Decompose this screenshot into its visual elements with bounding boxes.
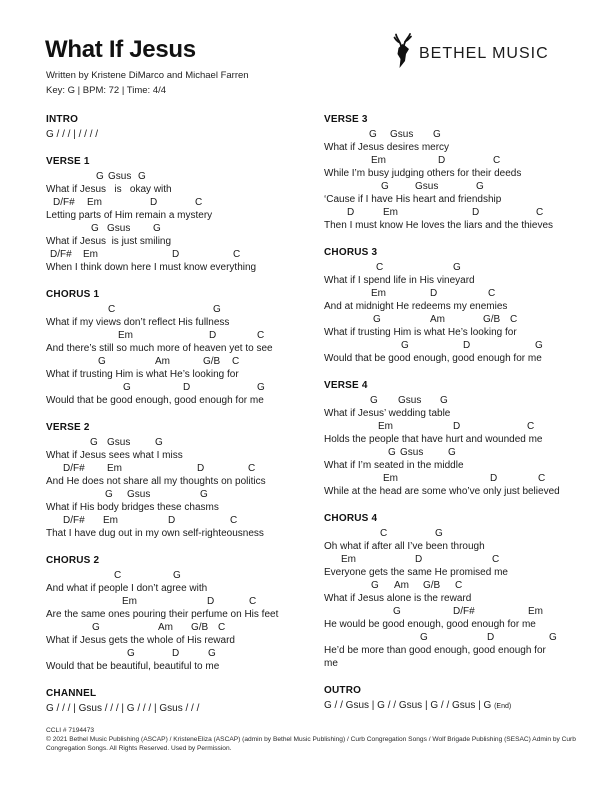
copyright-notice: © 2021 Bethel Music Publishing (ASCAP) / KristeneEliza (ASCAP) (admin by Bethel Music Publishing) / Curb Congregation Songs / Wolf Brigade Publishing (SESAC) Admin by Curb Congregation Songs. All Rights Reserved. Used by Permission. (46, 735, 576, 752)
chord: C (114, 570, 122, 581)
chord-line (324, 128, 582, 141)
chord: C (510, 314, 518, 325)
song-section (324, 684, 582, 713)
chord-line (46, 488, 308, 501)
song-section (324, 379, 582, 498)
chord: C (230, 515, 238, 526)
chord: C (108, 304, 116, 315)
chord: G (127, 648, 135, 659)
footer (46, 727, 578, 753)
chord-line (46, 647, 308, 660)
chord: G (393, 606, 401, 617)
chord: Em (83, 249, 98, 260)
chord: Em (383, 473, 398, 484)
lyric-line: What if Jesus’ wedding table (324, 408, 451, 419)
chord: D (430, 288, 438, 299)
chord: Em (107, 463, 122, 474)
section-label: OUTRO (324, 685, 362, 696)
lyric-line: What if Jesus alone is the reward (324, 593, 472, 604)
chord: Em (87, 197, 102, 208)
section-label: CHORUS 4 (324, 513, 378, 524)
section-label: VERSE 2 (46, 422, 90, 433)
chord: Em (371, 288, 386, 299)
chord: G (420, 632, 428, 643)
chord: G (257, 382, 265, 393)
chord: G (173, 570, 181, 581)
lyric-line: And what if people I don’t agree with (46, 583, 208, 594)
lyric-line: What if trusting Him is what He’s looking for (324, 327, 517, 338)
chord: Am (155, 356, 170, 367)
song-section (46, 288, 308, 407)
chord: Em (341, 554, 356, 565)
chord: D/F# (63, 515, 85, 526)
chord: D (172, 249, 180, 260)
chord: D/F# (50, 249, 72, 260)
chord: Em (118, 330, 133, 341)
lyric-line: What if I spend life in His vineyard (324, 275, 475, 286)
chord: D (487, 632, 495, 643)
chord: D (490, 473, 498, 484)
song-section (324, 246, 582, 365)
chord: D (209, 330, 217, 341)
song-section (46, 155, 308, 274)
deer-icon (392, 33, 414, 74)
chord: G (123, 382, 131, 393)
chord: G/B (203, 356, 221, 367)
lyric-line: While I’m busy judging others for their deeds (324, 168, 522, 179)
chord: Em (378, 421, 393, 432)
chord-line (324, 339, 582, 352)
chord-line (324, 579, 582, 592)
chord: C (233, 249, 241, 260)
lyric-line: What if Jesus gets the whole of His reward (46, 635, 235, 646)
chord: G (91, 223, 99, 234)
lyric-line: And He does not share all my thoughts on politics (46, 476, 266, 487)
lyric-line: He’d be more than good enough, good enough for (324, 645, 546, 656)
chord-line (324, 180, 582, 193)
chord-line (324, 472, 582, 485)
chord: G (453, 262, 461, 273)
chord: D/F# (53, 197, 75, 208)
chord: Am (394, 580, 409, 591)
section-label: INTRO (46, 114, 79, 125)
chord: D (453, 421, 461, 432)
chord-line (46, 248, 308, 261)
progression-line: G / / / | Gsus / / / | G / / / | Gsus / / / (46, 703, 200, 714)
lyric-line: What if my views don’t reflect His fullness (46, 317, 230, 328)
chord-line (324, 631, 582, 644)
chord: D (150, 197, 158, 208)
chord: G (448, 447, 456, 458)
chord-line (324, 527, 582, 540)
chord: G (369, 129, 377, 140)
chord: G (98, 356, 106, 367)
lyric-line: Holds the people that have hurt and wounded me (324, 434, 543, 445)
chord-line (324, 420, 582, 433)
chord: Am (158, 622, 173, 633)
lyric-line: What if Jesus is okay with (46, 184, 172, 195)
chord: G (208, 648, 216, 659)
lyric-line: What if His body bridges these chasms (46, 502, 219, 513)
chord: G (92, 622, 100, 633)
lyric-line: ‘Cause if I have His heart and friendship (324, 194, 502, 205)
chord: C (492, 554, 500, 565)
chord: G (370, 395, 378, 406)
chord: D/F# (63, 463, 85, 474)
lyric-line: What if Jesus sees what I miss (46, 450, 183, 461)
chord: G (440, 395, 448, 406)
lyric-line: And at midnight He redeems my enemies (324, 301, 508, 312)
chord: Em (383, 207, 398, 218)
chord: G (371, 580, 379, 591)
chord-line (46, 222, 308, 235)
chord-line (46, 595, 308, 608)
chord: G (373, 314, 381, 325)
chord: Em (371, 155, 386, 166)
chord-line (46, 303, 308, 316)
chord: D (415, 554, 423, 565)
bethel-music-logo (392, 33, 549, 74)
section-label: CHORUS 1 (46, 289, 100, 300)
chord: C (455, 580, 463, 591)
chord: G (105, 489, 113, 500)
chord: D (197, 463, 205, 474)
chord: G (153, 223, 161, 234)
chord: C (536, 207, 544, 218)
lyric-line: That I have dug out in my own self-righteousness (46, 528, 264, 539)
song-section (46, 113, 308, 141)
progression-line: G / / / | / / / / (46, 129, 99, 140)
chord-line (46, 514, 308, 527)
chord-line (324, 206, 582, 219)
chord-line (324, 261, 582, 274)
chord-line (46, 196, 308, 209)
lyric-line: While at the head are some who’ve only just believed (324, 486, 560, 497)
chord: Gsus (107, 437, 131, 448)
chord: Gsus (127, 489, 151, 500)
chord: G (433, 129, 441, 140)
song-title: What If Jesus (45, 36, 196, 63)
progression-line: G / / Gsus | G / / Gsus | G / / Gsus | G (End) (324, 700, 512, 711)
chord: D/F# (453, 606, 475, 617)
chord: G (381, 181, 389, 192)
chord-line (46, 329, 308, 342)
lyric-line: Are the same ones pouring their perfume on His feet (46, 609, 279, 620)
chord: C (248, 463, 256, 474)
chord: C (195, 197, 203, 208)
chord: D (438, 155, 446, 166)
chord: C (218, 622, 226, 633)
chord: C (527, 421, 535, 432)
song-section (324, 512, 582, 670)
lyric-line: Would that be beautiful, beautiful to me (46, 661, 220, 672)
lyric-line: What if Jesus is just smiling (46, 236, 172, 247)
chord: Gsus (108, 171, 132, 182)
chord: Gsus (390, 129, 414, 140)
chord-line (46, 436, 308, 449)
chord: C (232, 356, 240, 367)
song-section (46, 554, 308, 673)
chord-line (324, 553, 582, 566)
lyric-line: Oh what if after all I’ve been through (324, 541, 485, 552)
chord: G (388, 447, 396, 458)
lyric-line: Would that be good enough, good enough for me (324, 353, 542, 364)
chord-line (324, 154, 582, 167)
chord: G (476, 181, 484, 192)
lyric-line: Then I must know He loves the liars and the thieves (324, 220, 554, 231)
section-label: VERSE 4 (324, 380, 368, 391)
chord: C (380, 528, 388, 539)
end-marker: (End) (494, 703, 512, 710)
chord: Em (103, 515, 118, 526)
lyric-line: Would that be good enough, good enough for me (46, 395, 264, 406)
chord: G (401, 340, 409, 351)
column-left (46, 113, 308, 729)
chord: G (535, 340, 543, 351)
lyric-line: And there’s still so much more of heaven yet to see (46, 343, 273, 354)
chord: C (249, 596, 257, 607)
song-section (46, 687, 308, 715)
chord: G (90, 437, 98, 448)
chord: C (488, 288, 496, 299)
chord: G (200, 489, 208, 500)
lyric-line: What if I’m seated in the middle (324, 460, 464, 471)
chord: Em (528, 606, 543, 617)
ccli-number: CCLI # 7194473 (46, 727, 95, 734)
chord: D (207, 596, 215, 607)
chord: D (463, 340, 471, 351)
chord-line (324, 287, 582, 300)
key-bpm-time-meta: Key: G | BPM: 72 | Time: 4/4 (46, 85, 167, 96)
lyric-line: What if trusting Him is what He’s looking for (46, 369, 239, 380)
progression-line: me (324, 658, 338, 669)
chord: G (435, 528, 443, 539)
chord: Gsus (415, 181, 439, 192)
lyric-line: When I think down here I must know everything (46, 262, 257, 273)
chord-line (46, 170, 308, 183)
chord: Gsus (400, 447, 424, 458)
chord: Gsus (398, 395, 422, 406)
section-label: VERSE 3 (324, 114, 368, 125)
chord: C (376, 262, 384, 273)
section-label: CHORUS 2 (46, 555, 100, 566)
chord: C (257, 330, 265, 341)
chord: G/B (423, 580, 441, 591)
chord-line (324, 313, 582, 326)
chord-line (324, 394, 582, 407)
chord-line (46, 355, 308, 368)
chord: G/B (191, 622, 209, 633)
column-right (324, 113, 582, 727)
chord: D (183, 382, 191, 393)
chord-line (324, 446, 582, 459)
chord-line (324, 605, 582, 618)
chord: Am (430, 314, 445, 325)
chord-line (46, 569, 308, 582)
song-section (324, 113, 582, 232)
writers-byline: Written by Kristene DiMarco and Michael Farren (46, 70, 249, 81)
chord: G (213, 304, 221, 315)
chord: Gsus (107, 223, 131, 234)
chord-line (46, 462, 308, 475)
lyric-line: He would be good enough, good enough for me (324, 619, 536, 630)
chord: Em (122, 596, 137, 607)
chord: C (493, 155, 501, 166)
chord: G/B (483, 314, 501, 325)
chord: C (538, 473, 546, 484)
chord: G (155, 437, 163, 448)
chord: G (549, 632, 557, 643)
section-label: VERSE 1 (46, 156, 90, 167)
song-section (46, 421, 308, 540)
logo-wordmark: BETHEL MUSIC (419, 44, 549, 62)
chord-line (46, 381, 308, 394)
chord: G (138, 171, 146, 182)
lyric-line: Letting parts of Him remain a mystery (46, 210, 213, 221)
lyric-line: Everyone gets the same He promised me (324, 567, 508, 578)
section-label: CHORUS 3 (324, 247, 378, 258)
chord-line (46, 621, 308, 634)
lyric-line: What if Jesus desires mercy (324, 142, 450, 153)
chord: D (168, 515, 176, 526)
section-label: CHANNEL (46, 688, 97, 699)
chord: D (172, 648, 180, 659)
chord: G (96, 171, 104, 182)
chord: D (472, 207, 480, 218)
chord: D (347, 207, 355, 218)
